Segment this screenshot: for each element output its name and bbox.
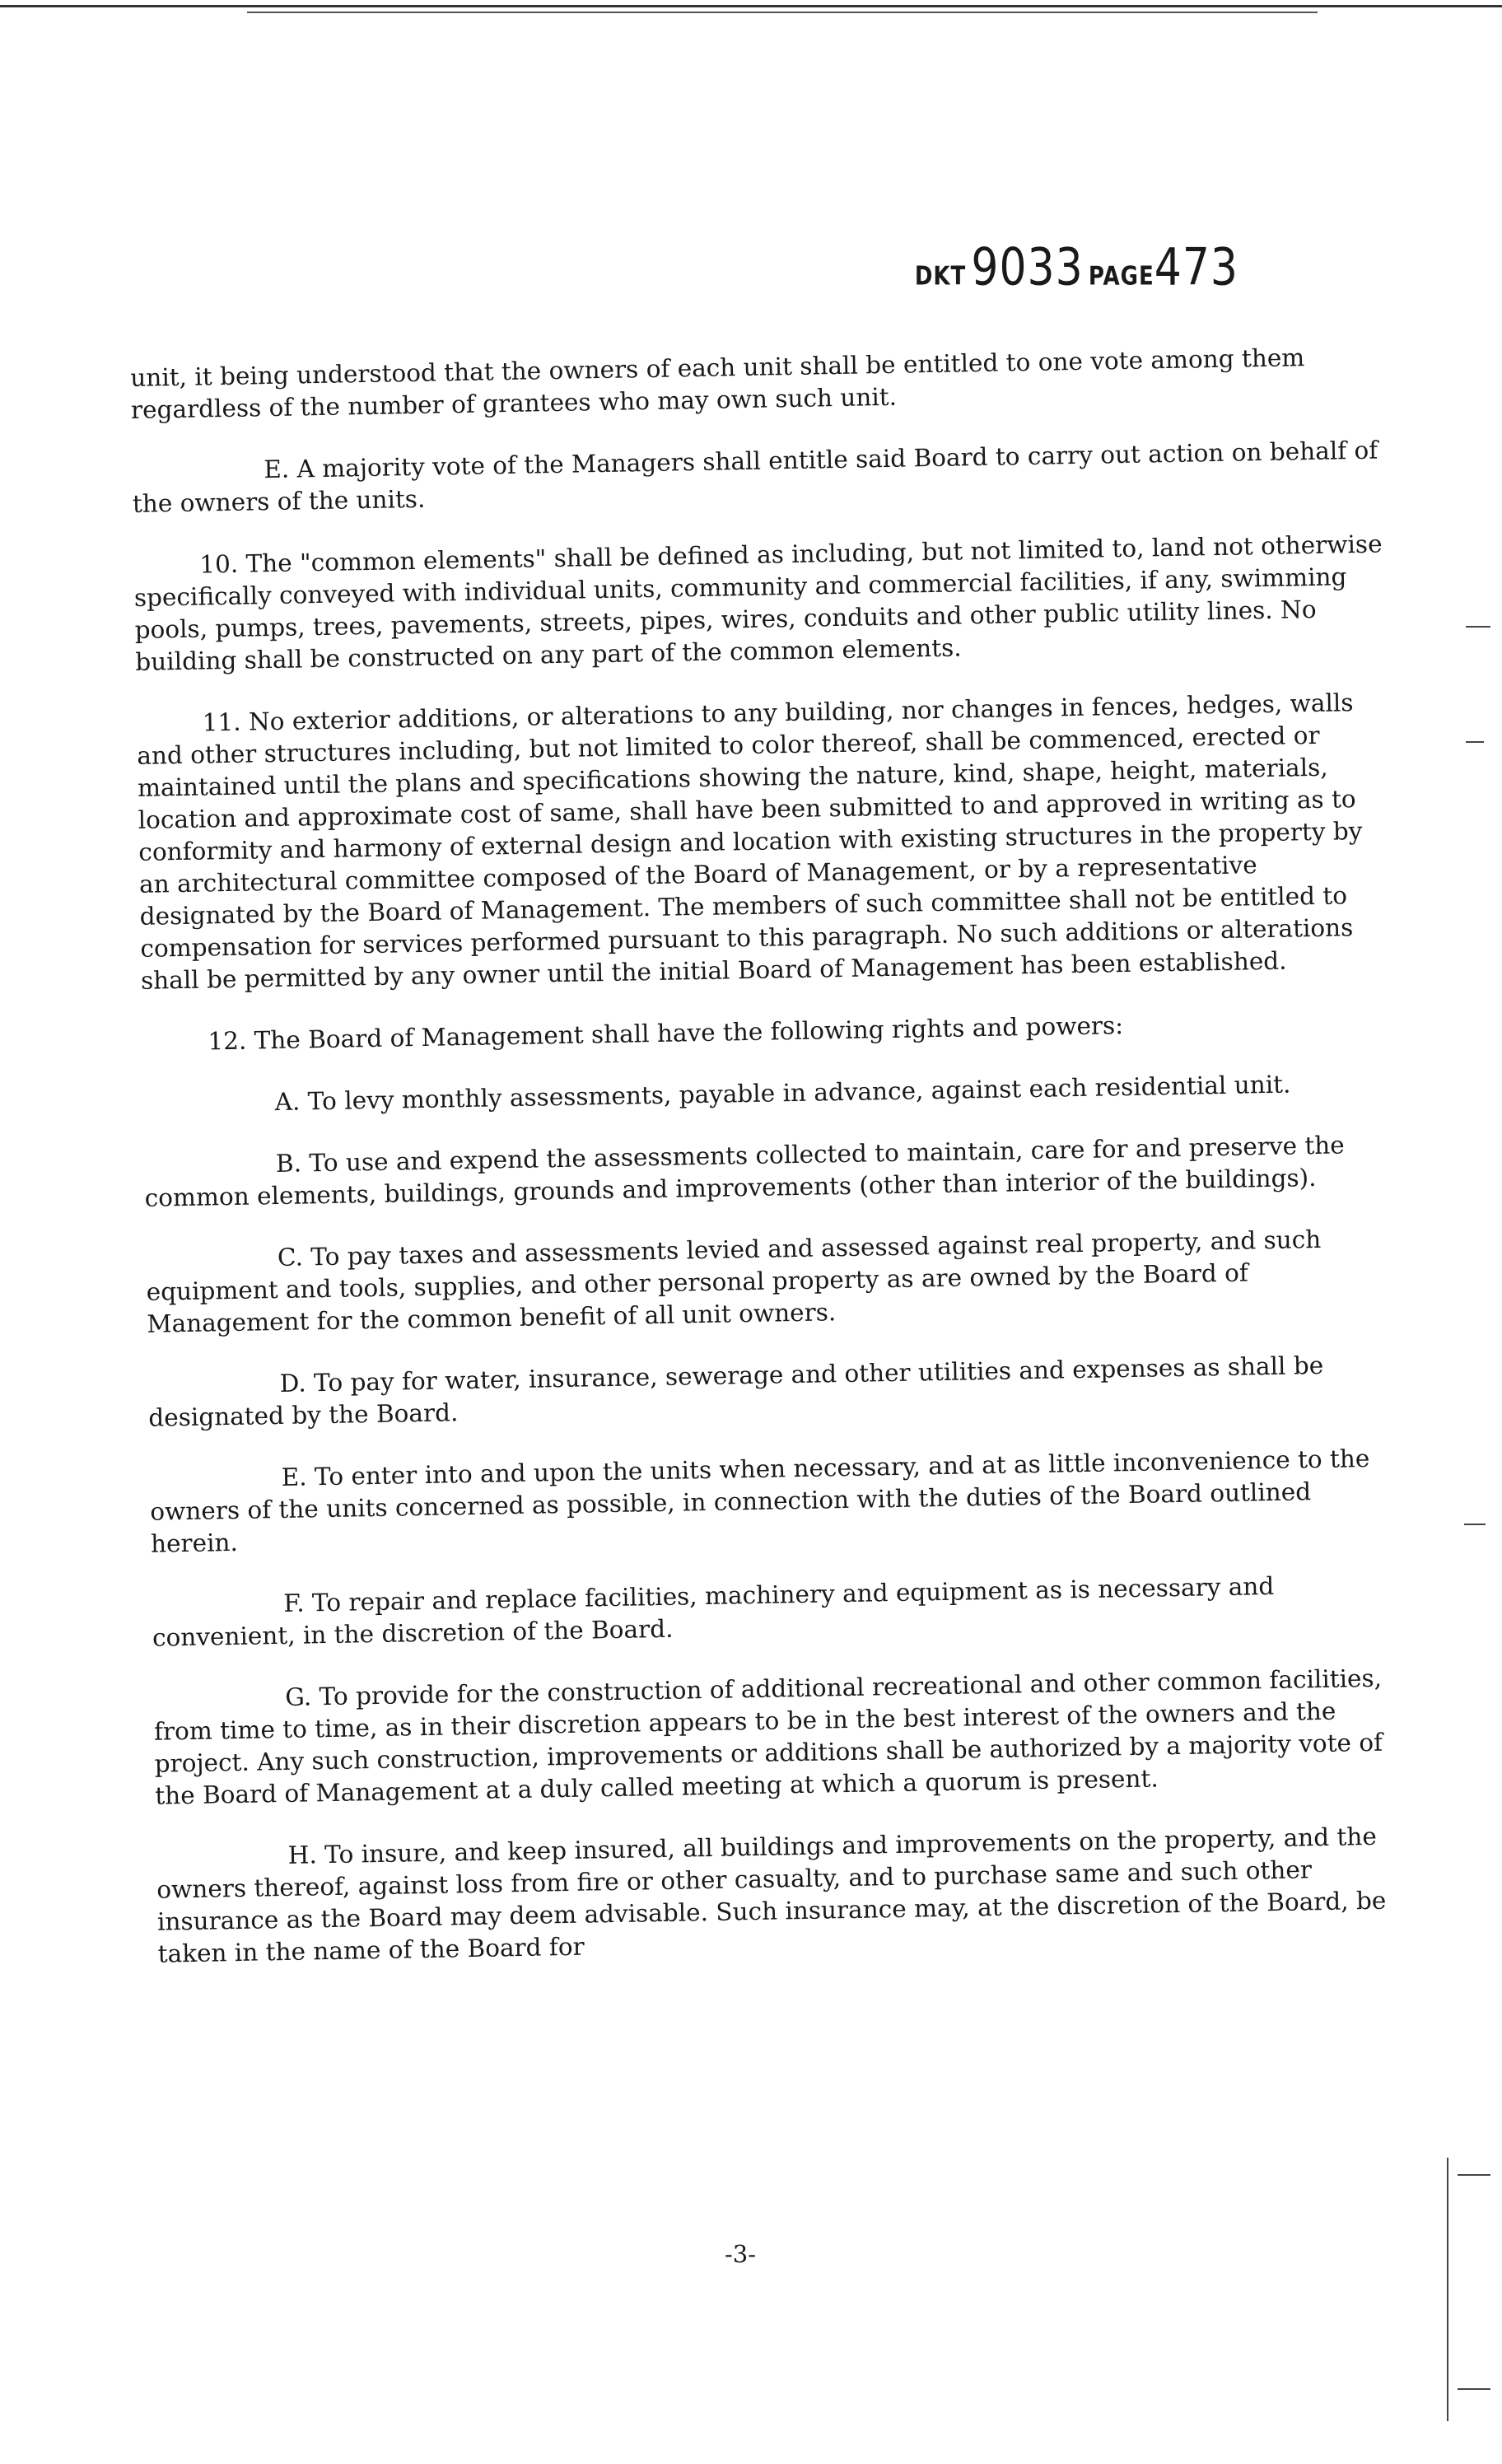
book-number: 9033: [971, 238, 1084, 297]
recording-stamp: [915, 238, 1238, 297]
paragraph-11: 11. No exterior additions, or alterations to any building, nor changes in fences, hedges, walls and other structures including, but not limited to color thereof, shall be commenced, erected or maintained until the plans and specifications showing the nature, kind, shape, height, materials, location and approximate cost of same, shall have been submitted to and approved in writing as to conformity and harmony of external design and location with existing structures in the property by an architectural committee composed of the Board of Management, or by a representative designated by the Board of Management. The members of such committee shall not be entitled to compensation for services performed pursuant to this paragraph. No such additions or alterations shall be permitted by any owner until the initial Board of Management has been established.: [137, 688, 1363, 995]
page-number-stamp: 473: [1154, 238, 1238, 297]
paragraph-E: E. To enter into and upon the units when necessary, and at as little inconvenience to the owners of the units concerned as possible, in connection with the duties of the Board outlined herein.: [150, 1444, 1370, 1558]
paragraph-C: C. To pay taxes and assessments levied and assessed against real property, and such equipment and tools, supplies, and other personal property as are owned by the Board of Management for the common benefit of all unit owners.: [146, 1225, 1322, 1338]
book-label: DKT: [914, 261, 967, 292]
document-body: [130, 340, 1410, 2000]
margin-mark: [1466, 626, 1490, 628]
paragraph-B: B. To use and expend the assessments collected to maintain, care for and preserve the common elements, buildings, grounds and improvements (other than interior of the buildings).: [144, 1131, 1346, 1212]
paragraph-H: H. To insure, and keep insured, all buildings and improvements on the property, and the owners thereof, against loss from fire or other casualty, and to purchase same and such other insurance as the Board may deem advisable. Such insurance may, at the discretion of the Board, be taken in the name of the Board for: [156, 1822, 1387, 1968]
page-label: PAGE: [1088, 261, 1154, 292]
scan-top-rule-secondary: [247, 12, 1318, 13]
footer-page-number: -3-: [725, 2240, 757, 2268]
paragraph-G: G. To provide for the construction of additional recreational and other common facilities, from time to time, as in their discretion appears to be in the best interest of the owners and the project. Any such construction, improvements or additions shall be authorized by a majority vote of the Board of Management at a duly called meeting at which a quorum is present.: [153, 1664, 1383, 1810]
paragraph-continuation: unit, it being understood that the owners of each unit shall be entitled to one vote among them regardless of the number of grantees who may own such unit.: [130, 343, 1305, 424]
margin-mark: [1447, 2158, 1448, 2421]
margin-mark: [1464, 1524, 1486, 1525]
scan-top-rule: [0, 5, 1502, 7]
paragraph-E-managers: E. A majority vote of the Managers shall entitle said Board to carry out action on behalf of the owners of the units.: [132, 436, 1378, 518]
margin-mark: [1458, 2388, 1490, 2390]
margin-mark: [1458, 2174, 1490, 2176]
paragraph-A: A. To levy monthly assessments, payable in advance, against each residential unit.: [274, 1070, 1291, 1117]
paragraph-F: F. To repair and replace facilities, machinery and equipment as is necessary and convenient, in the discretion of the Board.: [152, 1571, 1275, 1652]
paragraph-12: 12. The Board of Management shall have the following rights and powers:: [208, 1011, 1124, 1056]
paragraph-10: 10. The "common elements" shall be defined as including, but not limited to, land not otherwise specifically conveyed with individual units, community and commercial facilities, if any, swimming pools, pumps, trees, pavements, streets, pipes, wires, conduits and other public utility lines. No building shall be constructed on any part of the common elements.: [133, 530, 1383, 676]
paragraph-D: D. To pay for water, insurance, sewerage and other utilities and expenses as shall be designated by the Board.: [148, 1351, 1324, 1432]
margin-mark: [1466, 741, 1484, 743]
